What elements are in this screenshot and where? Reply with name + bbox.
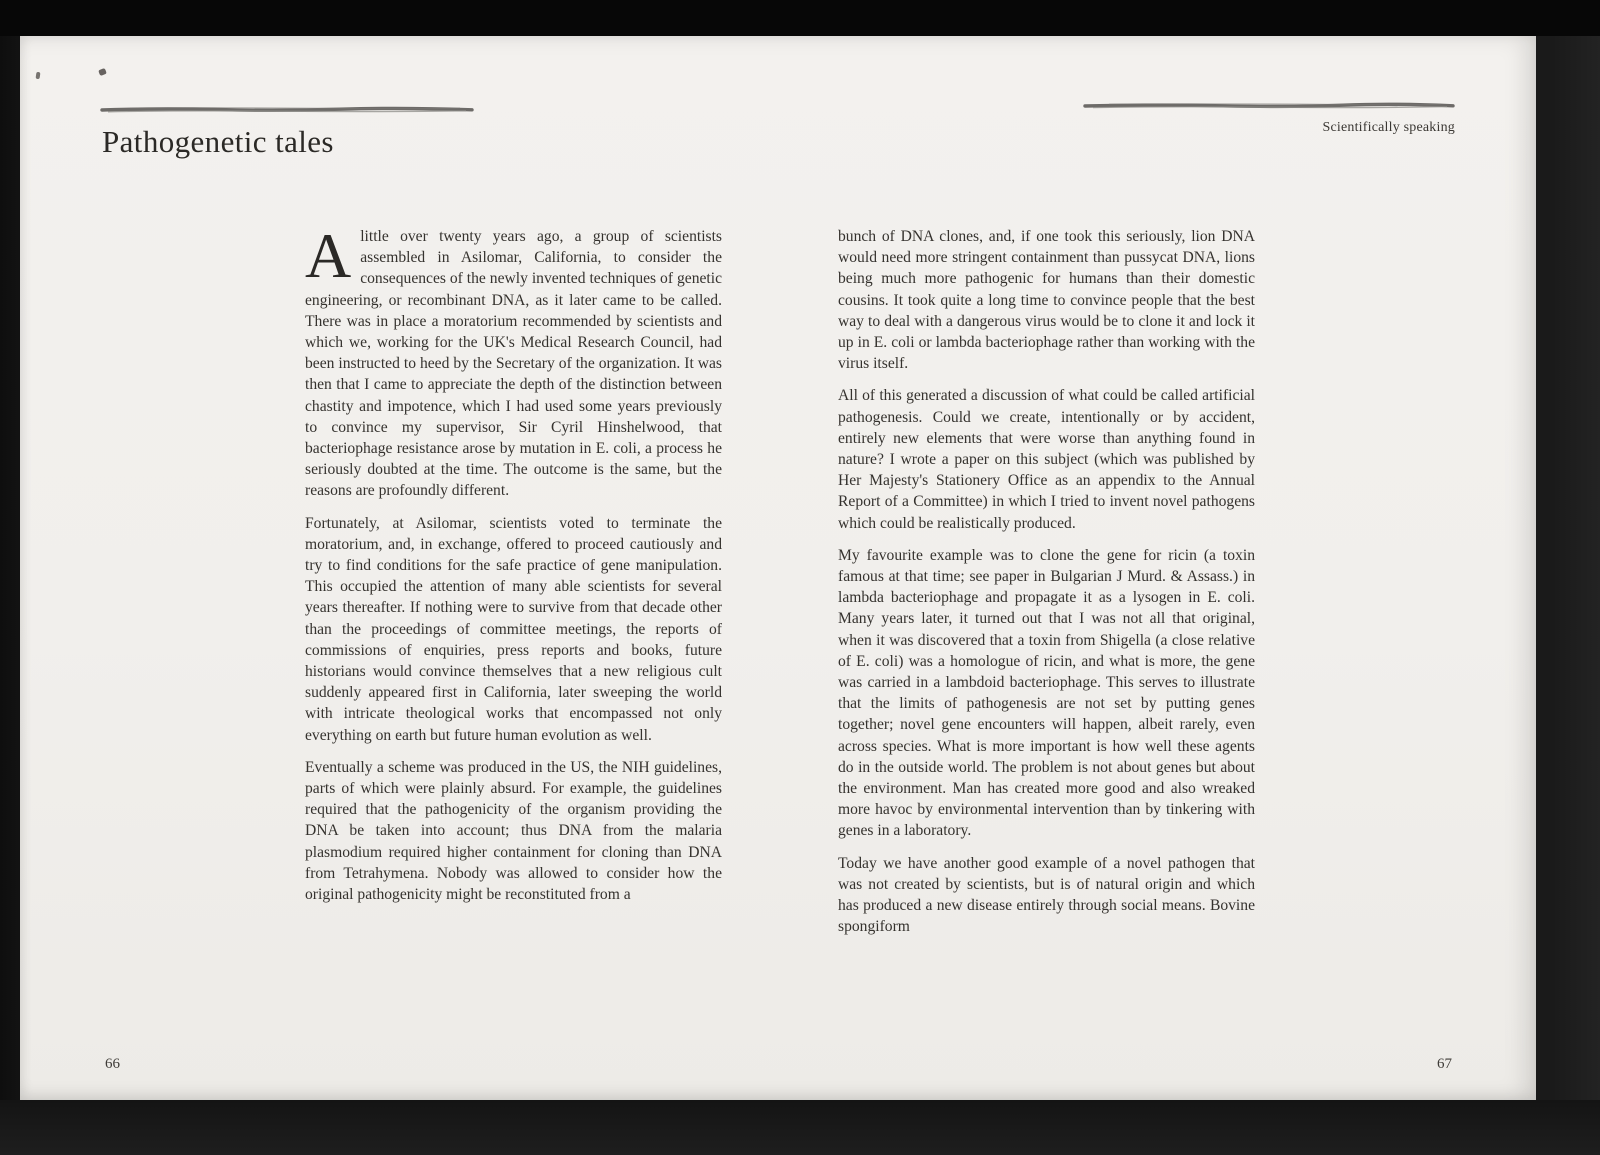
paragraph: My favourite example was to clone the gene for ricin (a toxin famous at that time; see paper in Bulgarian J Murd. & Assass.) in lambda bacteriophage and propagate it as a lysogen in E. coli. Many years later, it turned out that I was not all that original, when it was discovered that a toxin from Shigella (a close relative of E. coli) was a homologue of ricin, and what is more, the gene was carried in a lambdoid bacteriophage. This serves to illustrate that the limits of pathogenesis are not set by putting genes together; novel gene encounters will happen, albeit rarely, even across species. What is more important is how well these agents do in the outside world. The problem is not about genes but about the environment. Man has created more good and also wreaked more havoc by environmental intervention than by tinkering with genes in a laboratory. — [838, 546, 1255, 840]
paragraph — [305, 220, 722, 502]
paragraph: bunch of DNA clones, and, if one took this seriously, lion DNA would need more stringent containment than pussycat DNA, lions being much more pathogenic for humans than their domestic cousins. It took quite a long time to convince people that the best way to deal with a dangerous virus would be to clone it and lock it up in E. coli or lambda bacteriophage rather than working with the virus itself. — [838, 228, 1255, 373]
dropcap: A — [305, 220, 352, 291]
article-title: Pathogenetic tales — [102, 124, 334, 159]
paragraph-group — [305, 513, 722, 906]
decorative-rule-right — [1083, 98, 1455, 116]
paragraph: Fortunately, at Asilomar, scientists voted to terminate the moratorium, and, in exchange, offered to proceed cautiously and try to find conditions for the safe practice of gene manipulation. This occupied the attention of many able scientists for several years thereafter. If nothing were to survive from that decade other than the proceedings of committee meetings, the reports of commissions of enquiries, press reports and books, future historians would convince themselves that a new religious cult suddenly appeared first in California, later sweeping the world with intricate theological works that encompassed not only everything on earth but future human evolution as well. — [305, 514, 722, 744]
decorative-rule-left — [100, 102, 474, 120]
running-head: Scientifically speaking — [1322, 120, 1455, 135]
scan-bottom-edge — [0, 1100, 1600, 1155]
paragraph: Today we have another good example of a novel pathogen that was not created by scientists, but is of natural origin and which has produced a new disease entirely through social means. Bovine spongiform — [838, 854, 1255, 936]
left-text-column — [305, 220, 722, 916]
scan-top-edge — [0, 0, 1600, 36]
paragraph-text: little over twenty years ago, a group of scientists assembled in Asilomar, California, to consider the consequences of the newly invented techniques of genetic engineering, or recombinant DNA, as it later came to be called. There was in place a moratorium recommended by scientists and which we, working for the UK's Medical Research Council, had been instructed to heed by the Secretary of the organization. It was then that I came to appreciate the depth of the distinction between chastity and impotence, which I had used some years previously to convince my supervisor, Sir Cyril Hinshelwood, that bacteriophage resistance arose by mutation in E. coli, a process he seriously doubted at the time. The outcome is the same, but the reasons are profoundly different. — [305, 228, 722, 500]
book-spread-page — [20, 36, 1536, 1100]
paragraph: Eventually a scheme was produced in the US, the NIH guidelines, parts of which were plainly absurd. For example, the guidelines required that the pathogenicity of the organism providing the DNA be taken into account; thus DNA from the malaria plasmodium required higher containment for cloning than DNA from Tetrahymena. Nobody was allowed to consider how the original pathogenicity might be reconstituted from a — [305, 758, 722, 904]
right-text-column — [838, 226, 1255, 949]
page-number-left: 66 — [105, 1056, 120, 1072]
paragraph: All of this generated a discussion of what could be called artificial pathogenesis. Could we create, intentionally or by accident, entirely new elements that were worse than anything found in nature? I wrote a paper on this subject (which was published by Her Majesty's Stationery Office as an appendix to the Annual Report of a Committee) in which I tried to invent novel pathogens which could be realistically produced. — [838, 387, 1255, 532]
ink-speck — [36, 72, 41, 79]
paragraph-group — [838, 226, 1255, 938]
page-number-right: 67 — [1437, 1056, 1452, 1072]
ink-speck — [98, 68, 107, 76]
